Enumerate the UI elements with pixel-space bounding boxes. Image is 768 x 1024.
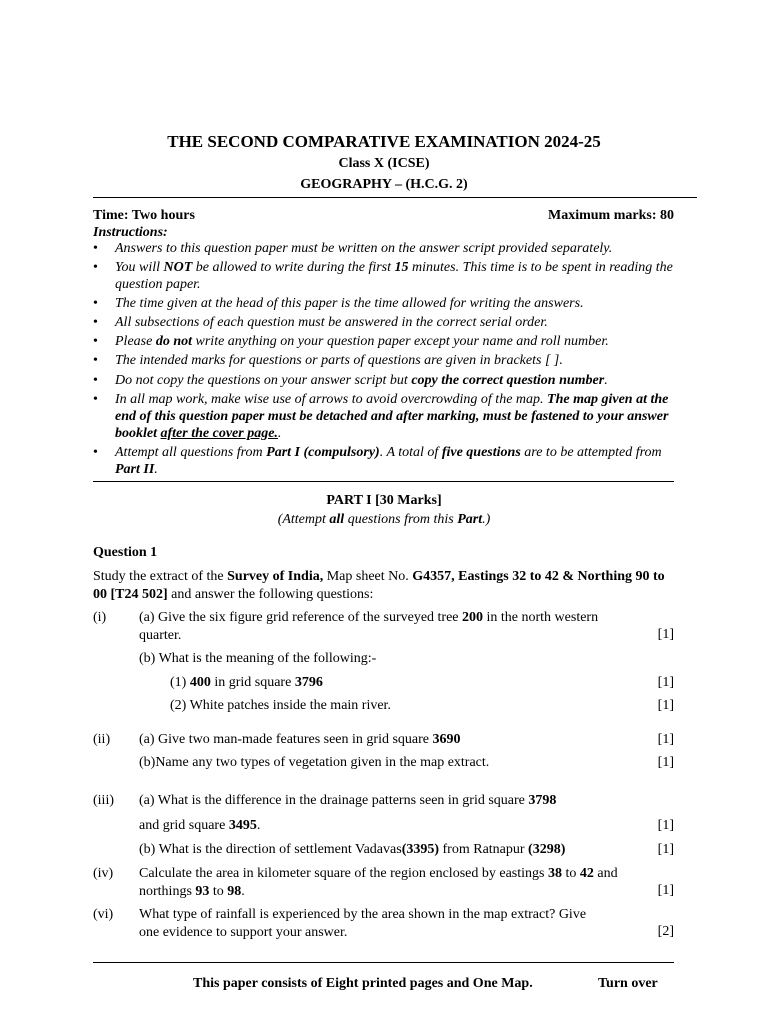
footer-rule <box>93 962 674 963</box>
instruction-item <box>93 314 683 331</box>
item-i-b2: (2) White patches inside the main river. <box>170 698 391 713</box>
item-iii-a-marks: [1] <box>657 818 674 833</box>
instruction-text: Do not copy the questions on your answer script but copy the correct question number. <box>115 372 608 388</box>
instruction-item <box>93 295 683 312</box>
item-i-b1: (1) 400 in grid square 3796 <box>170 675 323 690</box>
bullet-icon: • <box>93 260 98 276</box>
item-iii-a-cont: and grid square 3495. <box>139 818 261 833</box>
instruction-text: All subsections of each question must be answered in the correct serial order. <box>115 315 548 331</box>
bullet-icon: • <box>93 444 98 460</box>
item-ii-b-marks: [1] <box>657 755 674 770</box>
item-vi-number: (vi) <box>93 907 114 922</box>
part-subheading: (Attempt all questions from this Part.) <box>277 512 491 527</box>
subject-label: GEOGRAPHY – (H.C.G. 2) <box>300 177 468 192</box>
instruction-text: The intended marks for questions or parts of questions are given in brackets [ ]. <box>115 353 563 369</box>
instruction-item <box>93 391 683 442</box>
exam-title: THE SECOND COMPARATIVE EXAMINATION 2024-25 <box>167 132 601 151</box>
time-label: Time: Two hours <box>93 208 195 223</box>
footer-note: This paper consists of Eight printed pages and One Map. <box>193 976 533 991</box>
part-heading: PART I [30 Marks] <box>326 493 442 508</box>
class-label: Class X (ICSE) <box>338 156 430 171</box>
instruction-item <box>93 259 683 293</box>
bullet-icon: • <box>93 353 98 369</box>
instruction-item <box>93 352 683 369</box>
instruction-text: In all map work, make wise use of arrows to avoid overcrowding of the map. The map given at the end of this question paper must be detached and after marking, must be fastened to your answer booklet after the cover page.. <box>115 391 669 441</box>
bullet-icon: • <box>93 241 98 256</box>
max-marks-label: Maximum marks: 80 <box>548 208 674 223</box>
item-ii-number: (ii) <box>93 732 111 747</box>
bullet-icon: • <box>93 315 98 331</box>
instruction-text: Attempt all questions from Part I (compulsory). A total of five questions are to be attempted from Part II. <box>115 444 662 477</box>
instructions-label: Instructions: <box>93 225 168 240</box>
instruction-item <box>93 240 683 257</box>
instruction-item <box>93 333 683 350</box>
item-i-b1-marks: [1] <box>657 675 674 690</box>
item-i-a-marks: [1] <box>657 627 674 642</box>
item-iii-b-marks: [1] <box>657 842 674 857</box>
question-1-intro: Study the extract of the Survey of India, Map sheet No. G4357, Eastings 32 to 42 & Northing 90 to 00 [T24 502] and answer the following questions: <box>93 569 665 602</box>
header-rule <box>93 197 697 198</box>
instruction-item <box>93 444 683 478</box>
item-iii-number: (iii) <box>93 793 114 808</box>
instruction-text: Answers to this question paper must be written on the answer script provided separately. <box>115 241 613 256</box>
instruction-text: You will NOT be allowed to write during the first 15 minutes. This time is to be spent in reading the question paper. <box>115 260 673 293</box>
instructions-rule <box>93 481 674 482</box>
item-iii-b: (b) What is the direction of settlement Vadavas(3395) from Ratnapur (3298) <box>139 842 566 857</box>
instructions-list <box>93 240 683 480</box>
item-i-b2-marks: [1] <box>657 698 674 713</box>
item-iii-a: (a) What is the difference in the drainage patterns seen in grid square 3798 <box>139 793 557 808</box>
bullet-icon: • <box>93 334 98 350</box>
instruction-item <box>93 372 683 389</box>
item-i-number: (i) <box>93 610 107 625</box>
item-ii-b: (b)Name any two types of vegetation given in the map extract. <box>139 755 490 770</box>
question-1-label: Question 1 <box>93 545 158 560</box>
item-i-a: (a) Give the six figure grid reference of the surveyed tree 200 in the north western quarter. <box>139 610 599 643</box>
item-i-b: (b) What is the meaning of the following:- <box>139 651 377 666</box>
instruction-text: Please do not write anything on your question paper except your name and roll number. <box>115 334 609 350</box>
item-iv-number: (iv) <box>93 866 114 881</box>
item-ii-a-marks: [1] <box>657 732 674 747</box>
item-vi: What type of rainfall is experienced by the area shown in the map extract? Give one evidence to support your answer. <box>139 907 587 940</box>
bullet-icon: • <box>93 391 98 407</box>
instruction-text: The time given at the head of this paper is the time allowed for writing the answers. <box>115 296 584 312</box>
item-iv-marks: [1] <box>657 883 674 898</box>
item-iv: Calculate the area in kilometer square of the region enclosed by eastings 38 to 42 and northings 93 to 98. <box>139 866 618 899</box>
item-ii-a: (a) Give two man-made features seen in grid square 3690 <box>139 732 461 747</box>
bullet-icon: • <box>93 372 98 388</box>
item-vi-marks: [2] <box>657 924 674 939</box>
bullet-icon: • <box>93 296 98 312</box>
turn-over-label: Turn over <box>598 976 658 991</box>
